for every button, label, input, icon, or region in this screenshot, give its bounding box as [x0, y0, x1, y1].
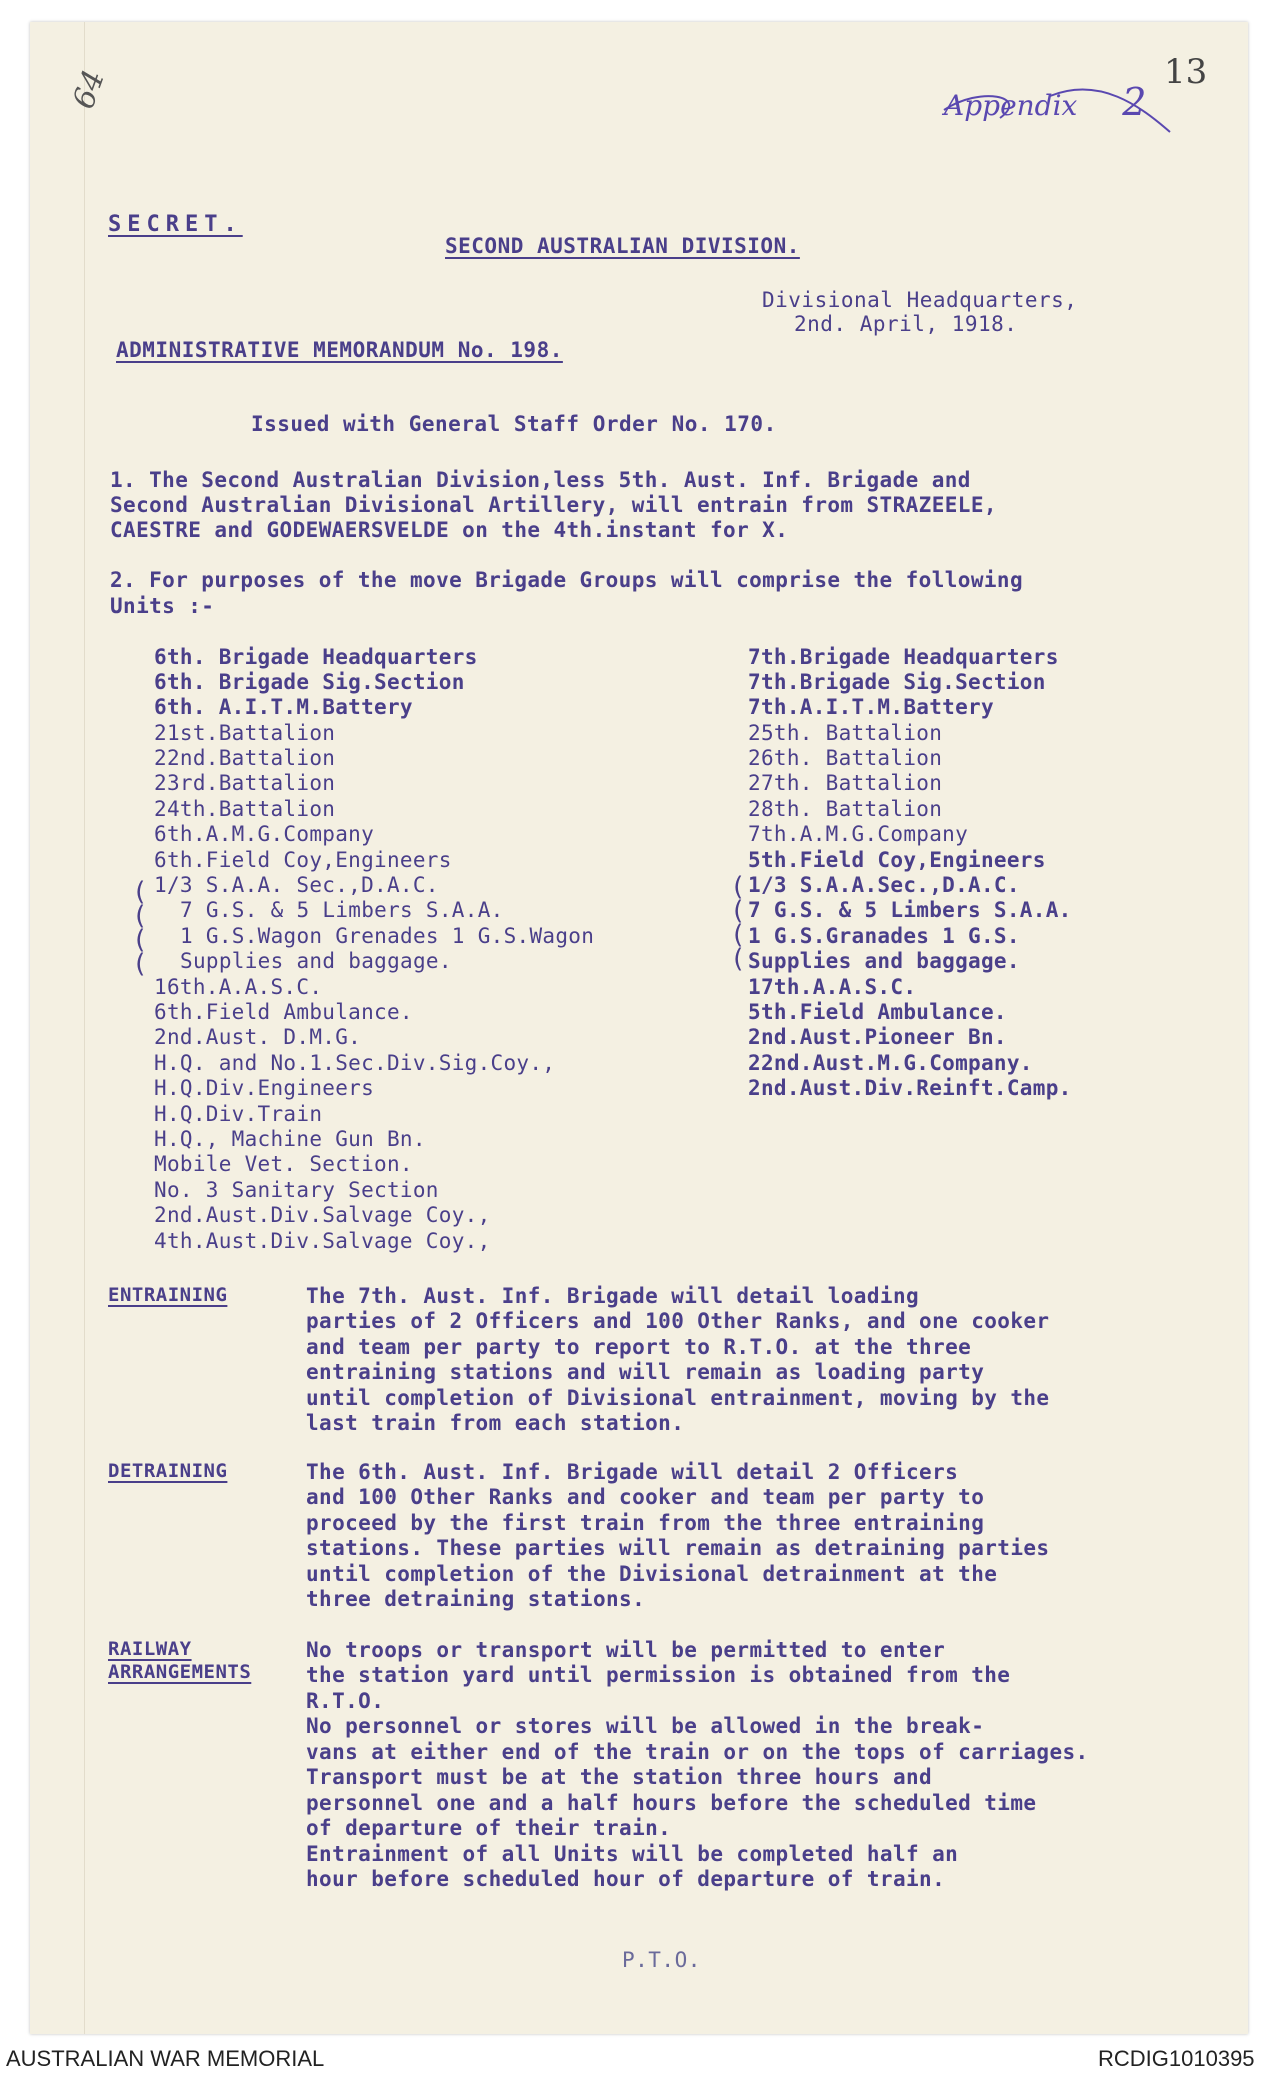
unit-item: 2nd.Aust.Div.Salvage Coy.,: [154, 1203, 491, 1227]
right-bracket: ( ( ( (: [730, 872, 746, 974]
unit-item: 6th.Field Ambulance.: [154, 1000, 413, 1024]
unit-item: 7 G.S. & 5 Limbers S.A.A.: [180, 898, 504, 922]
railway-line: personnel one and a half hours before the scheduled time: [306, 1791, 1037, 1815]
classification-secret: SECRET.: [108, 212, 243, 237]
memo-title: ADMINISTRATIVE MEMORANDUM No. 198.: [116, 338, 563, 362]
unit-item: 17th.A.A.S.C.: [748, 975, 917, 999]
please-turn-over: P.T.O.: [622, 1948, 701, 1972]
unit-item: 2nd.Aust.Pioneer Bn.: [748, 1025, 1007, 1049]
unit-item: 7 G.S. & 5 Limbers S.A.A.: [748, 898, 1072, 922]
railway-line: vans at either end of the train or on the tops of carriages.: [306, 1740, 1089, 1764]
detraining-line: and 100 Other Ranks and cooker and team per party to: [306, 1485, 985, 1509]
archive-reference: RCDIG1010395: [1098, 2046, 1255, 2071]
railway-line: the station yard until permission is obtained from the: [306, 1663, 1011, 1687]
unit-item: 6th. Brigade Sig.Section: [154, 670, 465, 694]
unit-item: Supplies and baggage.: [180, 949, 452, 973]
division-title: SECOND AUSTRALIAN DIVISION.: [445, 234, 800, 258]
entraining-line: and team per party to report to R.T.O. at the three: [306, 1335, 972, 1359]
unit-item: 7th.Brigade Sig.Section: [748, 670, 1046, 694]
railway-line: Transport must be at the station three hours and: [306, 1765, 933, 1789]
unit-item: Mobile Vet. Section.: [154, 1152, 413, 1176]
detraining-label: DETRAINING: [108, 1460, 228, 1482]
unit-item: 5th.Field Ambulance.: [748, 1000, 1007, 1024]
unit-item: 6th. A.I.T.M.Battery: [154, 695, 413, 719]
unit-item: 21st.Battalion: [154, 721, 336, 745]
issued-with-line: Issued with General Staff Order No. 170.: [251, 412, 777, 436]
entraining-line: entraining stations and will remain as loading party: [306, 1360, 985, 1384]
left-bracket: ( ( ( (: [132, 877, 148, 979]
para2-line: Units :-: [110, 594, 215, 618]
folio-number-left: 64: [66, 65, 113, 114]
railway-line: R.T.O.: [306, 1689, 385, 1713]
unit-item: 16th.A.A.S.C.: [154, 975, 323, 999]
detraining-line: proceed by the first train from the three entraining: [306, 1511, 985, 1535]
para2-line: 2. For purposes of the move Brigade Groups will comprise the following: [110, 568, 1024, 592]
railway-label: RAILWAY: [108, 1638, 192, 1660]
appendix-scribble: [940, 66, 1180, 146]
detraining-line: The 6th. Aust. Inf. Brigade will detail 2 Officers: [306, 1460, 959, 1484]
unit-item: 2nd.Aust.Div.Reinft.Camp.: [748, 1076, 1072, 1100]
unit-item: 6th.Field Coy,Engineers: [154, 848, 452, 872]
unit-item: 25th. Battalion: [748, 721, 943, 745]
detraining-line: three detraining stations.: [306, 1587, 646, 1611]
unit-item: Supplies and baggage.: [748, 949, 1020, 973]
unit-item: 6th.A.M.G.Company: [154, 822, 375, 846]
unit-item: 1/3 S.A.A.Sec.,D.A.C.: [748, 873, 1020, 897]
page-fold-line: [84, 22, 85, 2034]
railway-line: No troops or transport will be permitted to enter: [306, 1638, 946, 1662]
unit-item: 24th.Battalion: [154, 797, 336, 821]
hq-date: 2nd. April, 1918.: [794, 312, 1018, 336]
entraining-label: ENTRAINING: [108, 1284, 228, 1306]
detraining-line: until completion of the Divisional detrainment at the: [306, 1562, 998, 1586]
unit-item: H.Q.Div.Train: [154, 1102, 323, 1126]
railway-line: No personnel or stores will be allowed in the break-: [306, 1714, 985, 1738]
entraining-line: parties of 2 Officers and 100 Other Ranks, and one cooker: [306, 1309, 1050, 1333]
unit-item: 27th. Battalion: [748, 771, 943, 795]
unit-item: 28th. Battalion: [748, 797, 943, 821]
unit-item: 23rd.Battalion: [154, 771, 336, 795]
folio-number-right: 13: [1164, 52, 1208, 92]
entraining-line: until completion of Divisional entrainment, moving by the: [306, 1386, 1050, 1410]
unit-item: 4th.Aust.Div.Salvage Coy.,: [154, 1229, 491, 1253]
para1-line: 1. The Second Australian Division,less 5th. Aust. Inf. Brigade and: [110, 468, 971, 492]
hq-line-1: Divisional Headquarters,: [762, 288, 1078, 312]
unit-item: 2nd.Aust. D.M.G.: [154, 1025, 362, 1049]
unit-item: 1 G.S.Wagon Grenades 1 G.S.Wagon: [180, 924, 595, 948]
para1-line: Second Australian Divisional Artillery, will entrain from STRAZEELE,: [110, 493, 997, 517]
unit-item: No. 3 Sanitary Section: [154, 1178, 439, 1202]
railway-line: hour before scheduled hour of departure of train.: [306, 1867, 946, 1891]
appendix-number: 2: [1122, 80, 1147, 124]
unit-item: H.Q.Div.Engineers: [154, 1076, 375, 1100]
unit-item: 22nd.Battalion: [154, 746, 336, 770]
unit-item: 26th. Battalion: [748, 746, 943, 770]
archive-credit: AUSTRALIAN WAR MEMORIAL: [6, 2046, 325, 2071]
unit-item: 5th.Field Coy,Engineers: [748, 848, 1046, 872]
unit-item: 7th.A.M.G.Company: [748, 822, 969, 846]
arrangements-label: ARRANGEMENTS: [108, 1661, 252, 1683]
unit-item: H.Q., Machine Gun Bn.: [154, 1127, 426, 1151]
entraining-line: The 7th. Aust. Inf. Brigade will detail loading: [306, 1284, 920, 1308]
detraining-line: stations. These parties will remain as detraining parties: [306, 1536, 1050, 1560]
unit-item: H.Q. and No.1.Sec.Div.Sig.Coy.,: [154, 1051, 556, 1075]
unit-item: 7th.A.I.T.M.Battery: [748, 695, 994, 719]
railway-line: of departure of their train.: [306, 1816, 672, 1840]
unit-item: 6th. Brigade Headquarters: [154, 645, 478, 669]
unit-item: 1/3 S.A.A. Sec.,D.A.C.: [154, 873, 439, 897]
para1-line: CAESTRE and GODEWAERSVELDE on the 4th.instant for X.: [110, 518, 789, 542]
unit-item: 22nd.Aust.M.G.Company.: [748, 1051, 1033, 1075]
unit-item: 1 G.S.Granades 1 G.S.: [748, 924, 1020, 948]
railway-line: Entrainment of all Units will be completed half an: [306, 1842, 959, 1866]
entraining-line: last train from each station.: [306, 1411, 685, 1435]
unit-item: 7th.Brigade Headquarters: [748, 645, 1059, 669]
appendix-label: Appendix: [944, 89, 1078, 122]
